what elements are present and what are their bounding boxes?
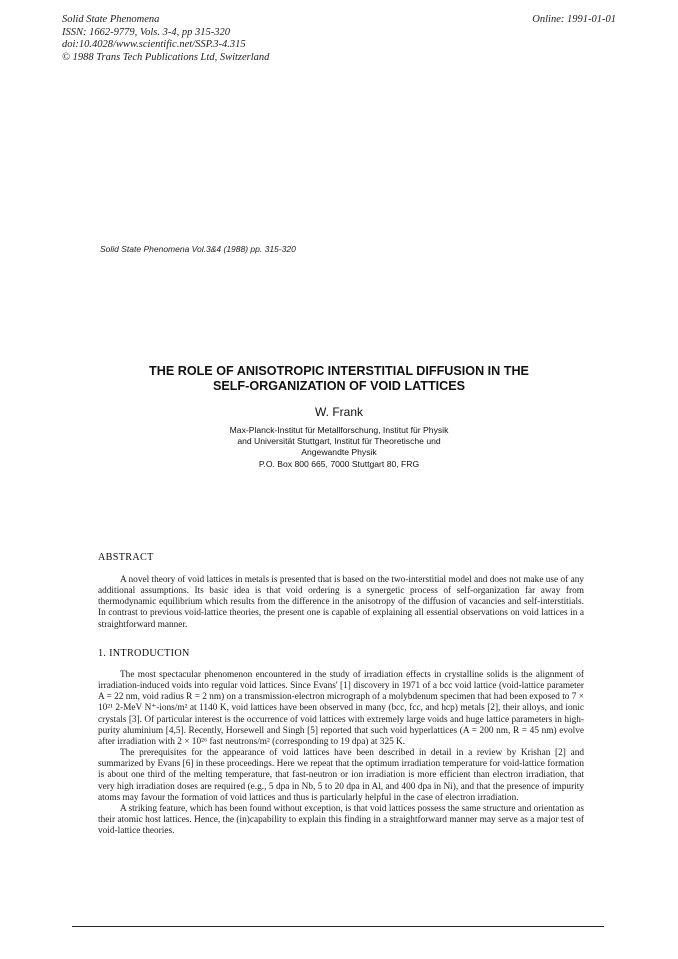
author-affiliation: [150, 425, 528, 470]
introduction-heading: 1. INTRODUCTION: [98, 648, 190, 659]
copyright-line: © 1988 Trans Tech Publications Ltd, Switzerland: [62, 51, 270, 63]
affiliation-line: and Universität Stuttgart, Institut für Theoretische und: [237, 436, 441, 447]
publication-metadata: [62, 14, 269, 64]
affiliation-line: Max-Planck-Institut für Metallforschung, Institut für Physik: [229, 425, 449, 435]
introduction-paragraph: The most spectacular phenomenon encountered in the study of irradiation effects in crystalline solids is the alignment of irradiation-induced voids into regular void lattices. Since Evans' [1] discovery in 1971 of a bcc void lattice (void-lattice parameter A = 22 nm, void radius R = 2 nm) on a transmission-electron micrograph of a molybdenum specimen that had been exposed to 7 × 10²¹ 2-MeV N⁺-ions/m² at 1140 K, void lattices have been observed in many (bcc, fcc, and hcp) metals [2], their alloys, and ionic crystals [3]. Of particular interest is the occurrence of void lattices with extremely large voids and huge lattice parameters in high-purity aluminium [4,5]. Recently, Horsewell and Singh [5] reported that such void hyperlattices (A = 200 nm, R = 45 nm) evolve after irradiation with 2 × 10²⁶ fast neutrons/m² (corresponding to 19 dpa) at 325 K.: [98, 670, 584, 747]
introduction-paragraph: The prerequisites for the appearance of void lattices have been described in detail in a review by Krishan [2] and summarized by Evans [6] in these proceedings. Here we repeat that the optimum irradiation temperature for void-lattice formation is about one third of the melting temperature, that fast-neutron or ion irradiation is more efficient than electron irradiation, that very high irradiation doses are required (e.g., 5 dpa in Nb, 5 to 20 dpa in Al, and 400 dpa in Ni), and that the presence of impurity atoms may favour the formation of void lattices and thus is particularly helpful in the case of electron irradiation.: [98, 748, 584, 803]
title-line: SELF-ORGANIZATION OF VOID LATTICES: [212, 379, 466, 393]
footer-rule: [72, 926, 604, 927]
introduction-body: [98, 670, 584, 837]
abstract-body: [98, 575, 584, 631]
doi-line: doi:10.4028/www.scientific.net/SSP.3-4.315: [62, 39, 246, 50]
paper-title: [90, 364, 588, 394]
author-name: W. Frank: [314, 405, 363, 419]
affiliation-line: Angewandte Physik: [301, 447, 377, 458]
online-date: Online: 1991-01-01: [532, 14, 616, 25]
journal-name: Solid State Phenomena: [62, 14, 160, 25]
title-line: THE ROLE OF ANISOTROPIC INTERSTITIAL DIFFUSION IN THE: [149, 364, 529, 378]
affiliation-line: P.O. Box 800 665, 7000 Stuttgart 80, FRG: [258, 458, 420, 469]
issn-line: ISSN: 1662-9779, Vols. 3-4, pp 315-320: [62, 26, 230, 38]
abstract-paragraph: A novel theory of void lattices in metals is presented that is based on the two-interstitial model and does not make use of any additional assumptions. Its basic idea is that void ordering is a synergetic process of self-organization far away from thermodynamic equilibrium which results from the difference in the anisotropy of the diffusion of vacancies and self-interstitials. In contrast to previous void-lattice theories, the present one is capable of explaining all essential observations on void lattices in a straightforward manner.: [98, 575, 584, 630]
introduction-paragraph: A striking feature, which has been found without exception, is that void lattices possess the same structure and orientation as their atomic host lattices. Hence, the (in)capability to explain this finding in a straightforward manner may serve as a major test of void-lattice theories.: [98, 803, 584, 837]
abstract-heading: ABSTRACT: [98, 552, 154, 563]
journal-citation: Solid State Phenomena Vol.3&4 (1988) pp. 315-320: [100, 244, 296, 254]
